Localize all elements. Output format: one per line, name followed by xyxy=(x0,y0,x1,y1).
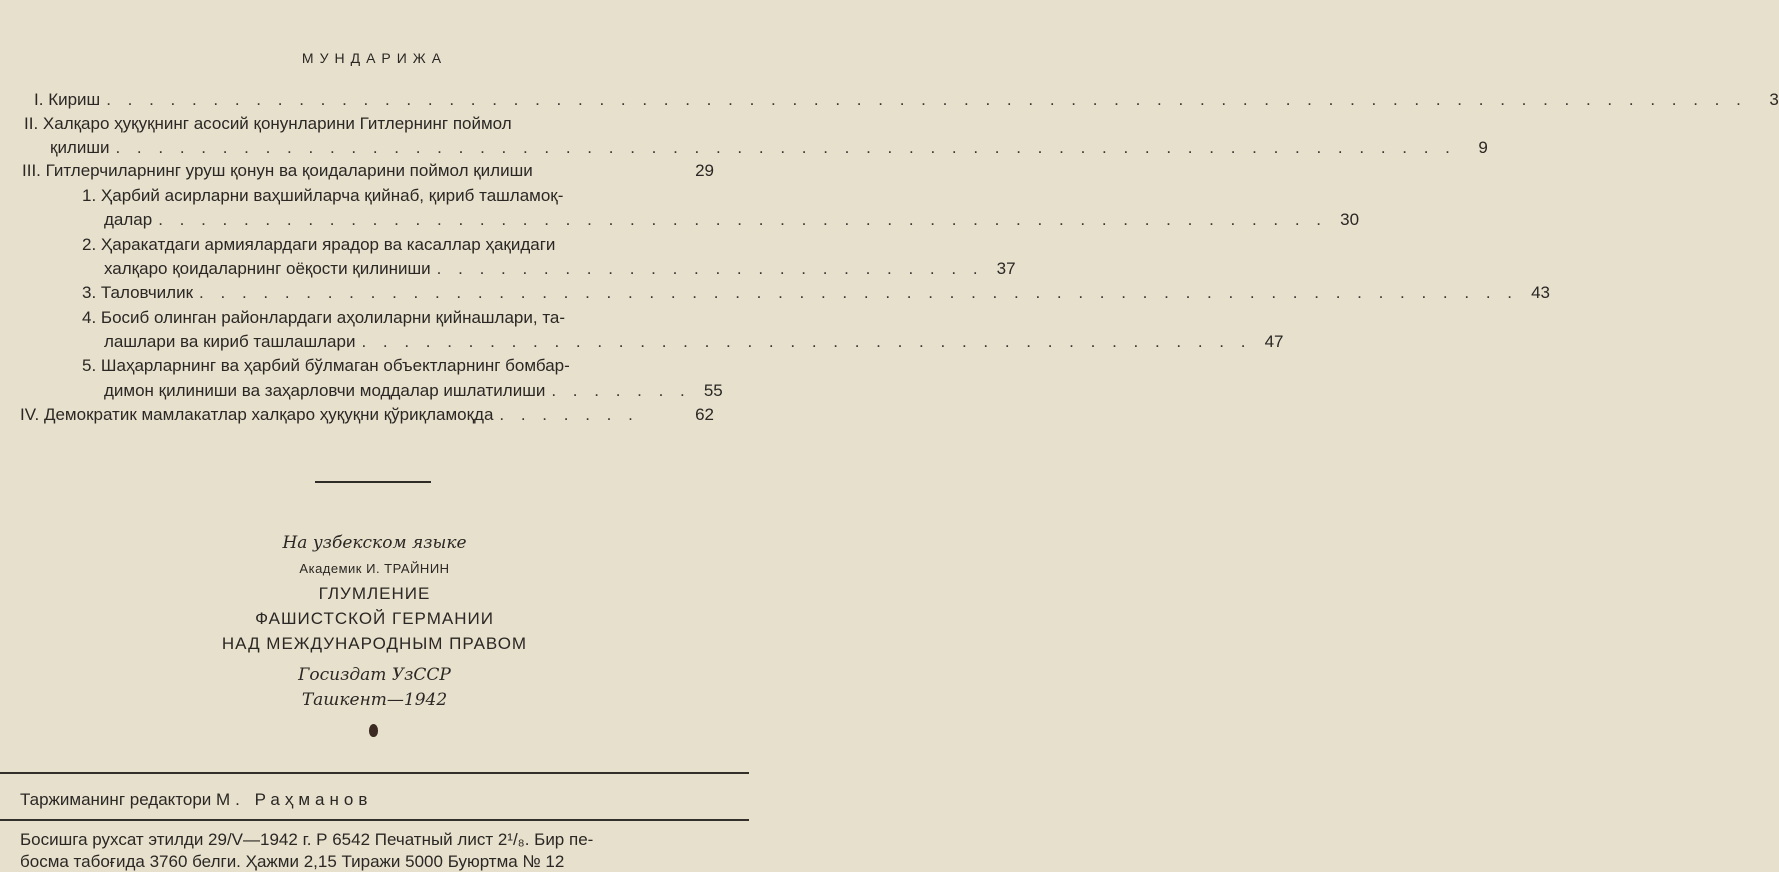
toc-entry-title-line2: димон қилиниши ва заҳарловчи моддалар ишлатилиши xyxy=(104,381,546,400)
toc-entry-title: Демократик мамлакатлар халқаро ҳуқуқни қўриқламоқда xyxy=(43,405,494,424)
imprint-line: Босишга рухсат этилди 29/V—1942 г. Р 6542 Печатный лист 2¹/₈. Бир пе- xyxy=(20,830,594,849)
toc-entry xyxy=(24,114,714,134)
toc-entry-page: 29 xyxy=(695,161,714,180)
toc-entry xyxy=(34,90,1779,110)
toc-entry-continued xyxy=(104,381,723,401)
toc-entry-title-line2: қилиши xyxy=(50,138,110,157)
toc-entry-number: 1. xyxy=(82,186,97,205)
toc-entry-page: 47 xyxy=(1264,332,1284,351)
toc-entry-title: Ҳарбий асирларни ваҳшийларча қийнаб, қириб ташламоқ- xyxy=(100,186,564,205)
toc-entry-number: III. xyxy=(22,161,41,180)
publisher: Госиздат УзССР xyxy=(298,665,451,685)
toc-entry-title: Таловчилик xyxy=(100,283,194,302)
toc-entry-title: Гитлерчиларнинг уруш қонун ва қоидаларини поймол қилиши xyxy=(45,161,533,180)
toc-entry-title: Босиб олинган районлардаги аҳолиларни қийнашлари, та- xyxy=(100,308,566,327)
editor-name: М. Раҳманов xyxy=(216,790,373,809)
toc-entry-title-line2: халқаро қоидаларнинг оёқости қилиниши xyxy=(104,259,431,278)
leader-dots: . . . . . . . . . . . . . . . . . . . . . . . . . . . . . . . . . . . . . . . . . . . . . . . . . . . . . . . . . . . . . . xyxy=(199,283,1518,302)
toc-entry-title-line2: лашлари ва кириб ташлашлари xyxy=(104,332,356,351)
toc-entry-title: Шаҳарларнинг ва ҳарбий бўлмаган объектларнинг бомбар- xyxy=(100,356,570,375)
language-note: На узбекском языке xyxy=(282,533,467,553)
toc-entry-title: Кириш xyxy=(48,90,101,109)
imprint-line-cut xyxy=(20,852,565,871)
toc-entry-number: 5. xyxy=(82,356,97,375)
imprint-line-cut-text: босма табоғида 3760 белги. Ҳажми 2,15 Тиражи 5000 Буюртма № 12 xyxy=(20,852,565,871)
toc-entry-title-line2: далар xyxy=(104,210,153,229)
toc-entry xyxy=(22,161,714,181)
leader-dots: . . . . . . . . . . . . . . . . . . . . . . . . . . . . . . . . . . . . . . . . . . xyxy=(361,332,1252,351)
editor-label: Таржиманинг редактори xyxy=(20,790,212,809)
toc-entry-title: Халқаро ҳуқуқнинг асосий қонунларини Гитлернинг поймол xyxy=(42,114,512,133)
toc-entry-number: 3. xyxy=(82,283,97,302)
author-line: Академик И. ТРАЙНИН xyxy=(299,561,450,576)
footer-rule-top xyxy=(0,772,749,774)
toc-entry-number: I. xyxy=(34,90,44,109)
toc-entry-number: 4. xyxy=(82,308,97,327)
toc-subentry xyxy=(82,283,1550,303)
toc-entry-page: 55 xyxy=(703,381,723,400)
toc-entry xyxy=(20,405,714,425)
section-divider xyxy=(315,481,431,483)
toc-entry-page: 9 xyxy=(1478,138,1488,157)
place-year: Ташкент—1942 xyxy=(301,690,448,710)
toc-entry-number: II. xyxy=(24,114,39,133)
toc-heading: МУНДАРИЖА xyxy=(301,50,448,66)
leader-dots: . . . . . . . . . . . . . . . . . . . . . . . . . . . . . . . . . . . . . . . . . . . . . . . . . . . . . . . . . . . . . . . . . . . . . . . . . . . . . xyxy=(106,90,1747,109)
book-title-line: ФАШИСТСКОЙ ГЕРМАНИИ xyxy=(255,609,494,628)
leader-dots: . . . . . . . xyxy=(499,405,639,424)
toc-subentry xyxy=(82,308,682,328)
toc-entry-title: Ҳаракатдаги армиялардаги ярадор ва касаллар ҳақидаги xyxy=(100,235,556,254)
toc-entry-number: IV. xyxy=(20,405,40,424)
leader-dots: . . . . . . . . . . . . . . . . . . . . . . . . . . . . . . . . . . . . . . . . . . . . . . . . . . . . . . . xyxy=(158,210,1328,229)
toc-entry-page: 43 xyxy=(1531,283,1550,302)
toc-subentry xyxy=(82,356,682,376)
toc-entry-continued xyxy=(50,138,1488,158)
leader-dots: . . . . . . . xyxy=(551,381,691,400)
footer-rule-bottom xyxy=(0,819,749,821)
leader-dots: . . . . . . . . . . . . . . . . . . . . . . . . . . . . . . . . . . . . . . . . . . . . . . . . . . . . . . . . . . . . . . . xyxy=(115,138,1456,157)
toc-entry-continued xyxy=(104,259,1016,279)
toc-entry-page: 62 xyxy=(695,405,714,424)
toc-subentry xyxy=(82,235,682,255)
toc-entry-page: 37 xyxy=(996,259,1016,278)
toc-entry-continued xyxy=(104,210,1360,230)
book-title-line: ГЛУМЛЕНИЕ xyxy=(318,584,431,603)
toc-entry-page: 3 xyxy=(1769,90,1779,109)
book-title-line: НАД МЕЖДУНАРОДНЫМ ПРАВОМ xyxy=(221,634,528,653)
ornament-icon xyxy=(369,724,378,737)
toc-entry-number: 2. xyxy=(82,235,97,254)
toc-subentry xyxy=(82,186,682,206)
toc-entry-page: 30 xyxy=(1340,210,1360,229)
leader-dots: . . . . . . . . . . . . . . . . . . . . . . . . . . xyxy=(436,259,984,278)
editor-line xyxy=(20,790,372,810)
toc-entry-continued xyxy=(104,332,1284,352)
